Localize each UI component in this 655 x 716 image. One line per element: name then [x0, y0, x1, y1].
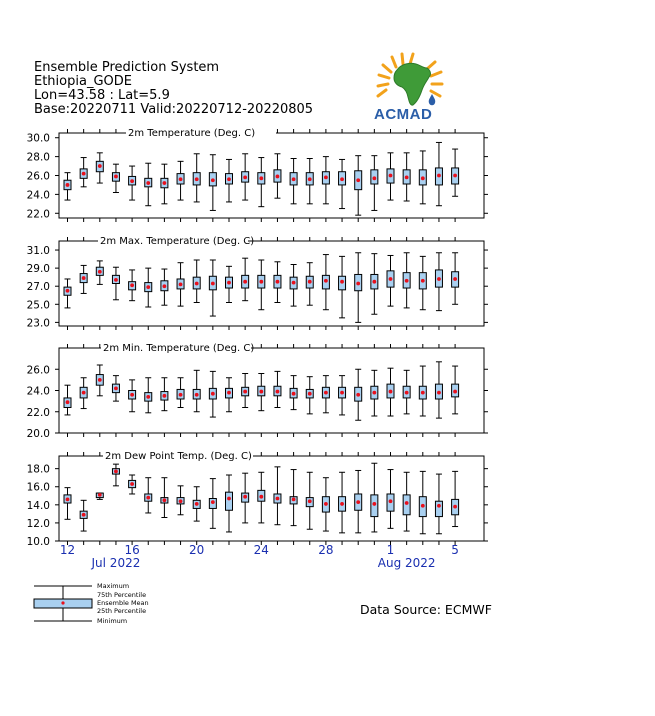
mean-marker [405, 391, 409, 395]
legend-mean-marker [61, 601, 64, 604]
mean-marker [389, 277, 393, 281]
x-month-label: Aug 2022 [377, 556, 436, 570]
mean-marker [66, 400, 70, 404]
mean-marker [292, 392, 296, 396]
mean-marker [130, 482, 134, 486]
legend-label: Maximum [97, 582, 130, 590]
mean-marker [340, 177, 344, 181]
y-tick-label: 26.0 [26, 170, 50, 183]
panel-title: 2m Dew Point Temp. (Deg. C) [105, 451, 252, 462]
y-tick-label: 23.0 [26, 317, 50, 330]
mean-marker [453, 390, 457, 394]
mean-marker [389, 499, 393, 503]
mean-marker [130, 393, 134, 397]
mean-marker [82, 513, 86, 517]
mean-marker [259, 176, 263, 180]
mean-marker [437, 504, 441, 508]
data-source-label: Data Source: ECMWF [360, 602, 492, 617]
mean-marker [211, 178, 215, 182]
iqr-box [226, 492, 233, 510]
logo-text: ACMAD [374, 106, 433, 123]
mean-marker [195, 282, 199, 286]
mean-marker [372, 391, 376, 395]
mean-marker [146, 181, 150, 185]
mean-marker [276, 175, 280, 179]
mean-marker [356, 393, 360, 397]
panel-title: 2m Max. Temperature (Deg. C) [100, 236, 255, 247]
panel-title: 2m Temperature (Deg. C) [128, 128, 256, 139]
y-tick-label: 31.0 [26, 245, 50, 258]
mean-marker [340, 280, 344, 284]
x-tick-label: 12 [59, 543, 76, 557]
mean-marker [66, 289, 70, 293]
y-tick-label: 28.0 [26, 151, 50, 164]
mean-marker [82, 391, 86, 395]
mean-marker [179, 499, 183, 503]
mean-marker [243, 175, 247, 179]
y-tick-label: 25.0 [26, 299, 50, 312]
mean-marker [146, 285, 150, 289]
y-tick-label: 22.0 [26, 406, 50, 419]
mean-marker [389, 390, 393, 394]
mean-marker [356, 282, 360, 286]
mean-marker [276, 390, 280, 394]
mean-marker [308, 392, 312, 396]
y-tick-label: 14.0 [26, 499, 50, 512]
mean-marker [356, 178, 360, 182]
mean-marker [276, 280, 280, 284]
y-tick-label: 30.0 [26, 132, 50, 145]
mean-marker [340, 391, 344, 395]
mean-marker [421, 504, 425, 508]
legend-label: 25th Percentile [97, 607, 147, 615]
y-tick-label: 10.0 [26, 536, 50, 548]
mean-marker [98, 164, 102, 168]
mean-marker [405, 501, 409, 505]
x-month-label: Jul 2022 [91, 556, 141, 570]
iqr-box [435, 501, 442, 516]
mean-marker [421, 279, 425, 283]
mean-marker [114, 469, 118, 473]
mean-marker [324, 279, 328, 283]
mean-marker [163, 498, 167, 502]
mean-marker [372, 176, 376, 180]
mean-marker [179, 283, 183, 287]
mean-marker [372, 280, 376, 284]
mean-marker [195, 177, 199, 181]
mean-marker [211, 500, 215, 504]
mean-marker [163, 284, 167, 288]
mean-marker [98, 270, 102, 274]
y-tick-label: 20.0 [26, 428, 50, 440]
mean-marker [227, 497, 231, 501]
mean-marker [179, 393, 183, 397]
mean-marker [292, 281, 296, 285]
mean-marker [98, 378, 102, 382]
mean-marker [453, 505, 457, 509]
mean-marker [227, 391, 231, 395]
mean-marker [324, 175, 328, 179]
mean-marker [389, 174, 393, 178]
mean-marker [421, 176, 425, 180]
mean-marker [324, 502, 328, 506]
mean-marker [66, 498, 70, 502]
mean-marker [259, 495, 263, 499]
y-tick-label: 27.0 [26, 281, 50, 294]
mean-marker [243, 495, 247, 499]
mean-marker [130, 179, 134, 183]
mean-marker [453, 277, 457, 281]
header-line-4: Base:20220711 Valid:20220712-20220805 [34, 102, 314, 117]
mean-marker [437, 277, 441, 281]
y-tick-label: 24.0 [26, 385, 50, 398]
mean-marker [114, 386, 118, 390]
mean-marker [179, 177, 183, 181]
mean-marker [308, 177, 312, 181]
x-tick-label: 24 [253, 543, 269, 557]
mean-marker [195, 393, 199, 397]
mean-marker [227, 281, 231, 285]
mean-marker [259, 280, 263, 284]
mean-marker [211, 392, 215, 396]
mean-marker [243, 280, 247, 284]
mean-marker [130, 283, 134, 287]
mean-marker [276, 497, 280, 501]
mean-marker [421, 391, 425, 395]
mean-marker [453, 174, 457, 178]
mean-marker [98, 493, 102, 497]
mean-marker [211, 282, 215, 286]
x-tick-label: 16 [124, 543, 140, 557]
panel-title: 2m Min. Temperature (Deg. C) [103, 343, 255, 354]
mean-marker [292, 177, 296, 181]
mean-marker [66, 183, 70, 187]
x-tick-label: 28 [318, 543, 334, 557]
mean-marker [114, 278, 118, 282]
mean-marker [324, 391, 328, 395]
mean-marker [308, 280, 312, 284]
y-tick-label: 18.0 [26, 463, 50, 476]
legend-label: Ensemble Mean [97, 599, 149, 607]
mean-marker [292, 498, 296, 502]
mean-marker [437, 174, 441, 178]
legend-label: Minimum [97, 617, 128, 625]
mean-marker [405, 279, 409, 283]
mean-marker [259, 390, 263, 394]
header-line-3: Lon=43.58 : Lat=5.9 [34, 88, 170, 103]
mean-marker [308, 499, 312, 503]
y-tick-label: 29.0 [26, 263, 50, 276]
header-line-2: Ethiopia_GODE [34, 74, 132, 89]
y-tick-label: 24.0 [26, 189, 50, 202]
mean-marker [146, 395, 150, 399]
mean-marker [372, 502, 376, 506]
x-tick-label: 20 [189, 543, 205, 557]
mean-marker [227, 177, 231, 181]
x-tick-label: 5 [451, 543, 459, 557]
mean-marker [82, 172, 86, 176]
mean-marker [163, 181, 167, 185]
mean-marker [82, 276, 86, 280]
y-tick-label: 22.0 [26, 208, 50, 221]
mean-marker [437, 391, 441, 395]
mean-marker [163, 394, 167, 398]
mean-marker [146, 496, 150, 500]
mean-marker [243, 390, 247, 394]
y-tick-label: 12.0 [26, 517, 50, 530]
y-tick-label: 26.0 [26, 364, 50, 377]
x-tick-label: 1 [386, 543, 395, 557]
mean-marker [114, 175, 118, 179]
mean-marker [195, 502, 199, 506]
y-tick-label: 16.0 [26, 481, 50, 494]
legend-label: 75th Percentile [97, 591, 147, 599]
mean-marker [405, 175, 409, 179]
mean-marker [356, 500, 360, 504]
header-line-1: Ensemble Prediction System [34, 60, 220, 75]
mean-marker [340, 502, 344, 506]
